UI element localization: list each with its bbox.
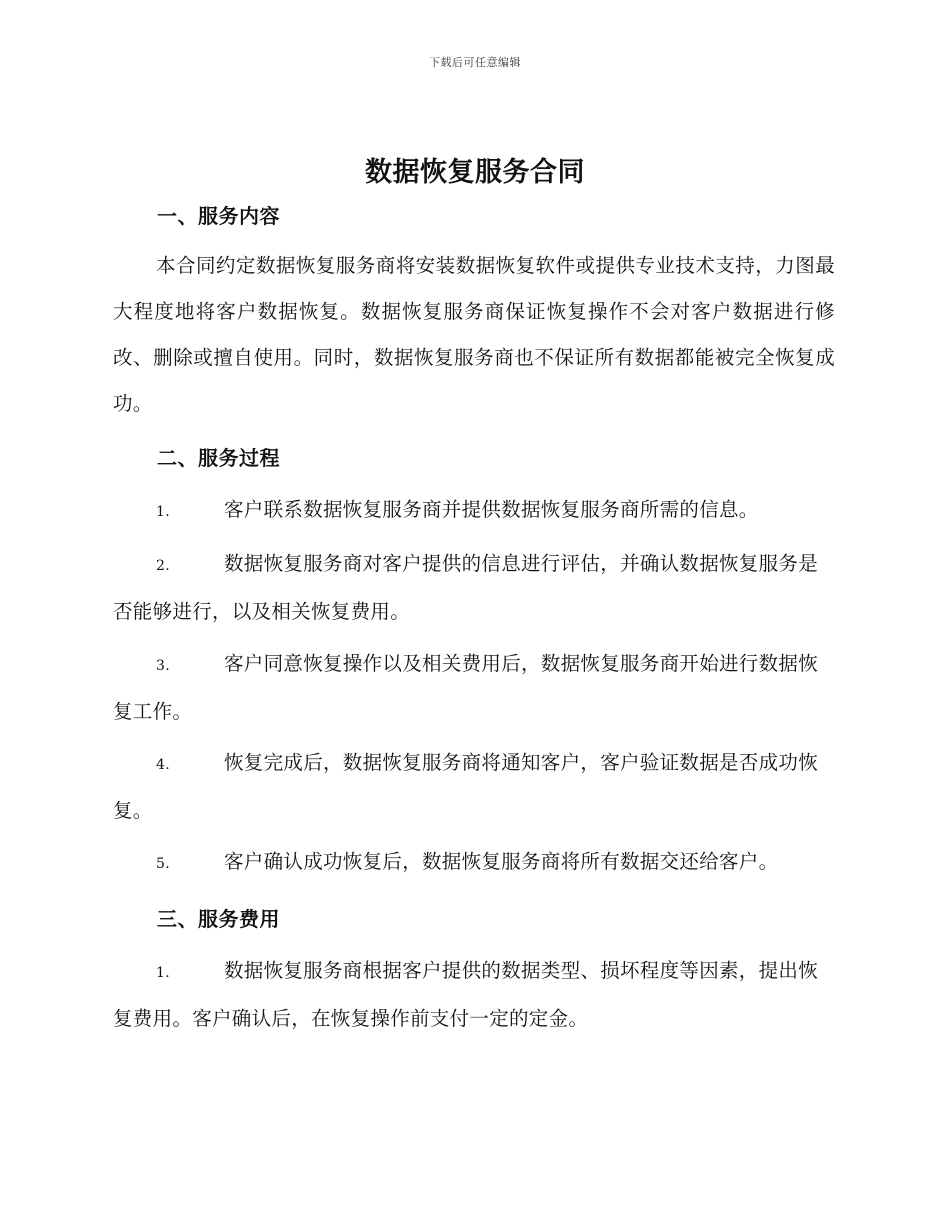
list-item: [113, 641, 835, 735]
section-heading-service-process: 二、服务过程: [157, 446, 280, 470]
list-item-text: 客户同意恢复操作以及相关费用后，数据恢复服务商开始进行数据恢复工作。: [113, 652, 819, 723]
list-item: [113, 839, 835, 887]
list-item-number: 1.: [156, 504, 170, 520]
list-item-text: 客户联系数据恢复服务商并提供数据恢复服务商所需的信息。: [224, 498, 759, 521]
list-item-number: 3.: [156, 658, 170, 674]
list-item-text: 恢复完成后，数据恢复服务商将通知客户，客户验证数据是否成功恢复。: [113, 751, 819, 822]
page-header-note: 下载后可任意编辑: [429, 56, 521, 69]
list-item: [113, 487, 835, 535]
section-heading-service-content: 一、服务内容: [157, 204, 280, 228]
list-item-number: 5.: [156, 856, 170, 872]
list-item-text: 数据恢复服务商根据客户提供的数据类型、损坏程度等因素，提出恢复费用。客户确认后，在恢复操作前支付一定的定金。: [113, 959, 819, 1030]
list-item-text: 客户确认成功恢复后，数据恢复服务商将所有数据交还给客户。: [224, 850, 779, 873]
list-item: [113, 948, 835, 1042]
list-item: [113, 541, 835, 635]
list-item-number: 1.: [156, 965, 170, 981]
list-item-text: 数据恢复服务商对客户提供的信息进行评估，并确认数据恢复服务是否能够进行，以及相关恢复费用。: [113, 552, 819, 623]
list-item: [113, 740, 835, 834]
list-item-number: 4.: [156, 757, 170, 773]
section-paragraph-service-content: 本合同约定数据恢复服务商将安装数据恢复软件或提供专业技术支持，力图最大程度地将客户数据恢复。数据恢复服务商保证恢复操作不会对客户数据进行修改、删除或擅自使用。同时，数据恢复服务商也不保证所有数据都能被完全恢复成功。: [113, 254, 835, 415]
list-item-number: 2.: [156, 558, 170, 574]
section-heading-service-fees: 三、服务费用: [157, 907, 280, 931]
document-title: 数据恢复服务合同: [365, 157, 585, 188]
